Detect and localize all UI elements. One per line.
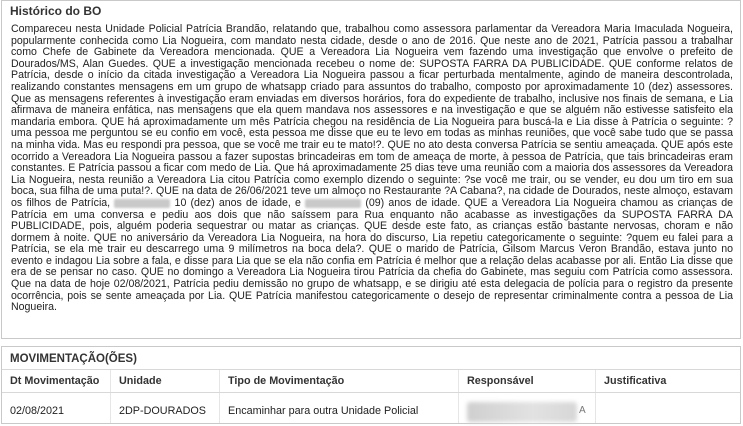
historico-panel	[1, 0, 741, 339]
historico-text-part-3: (09) anos de idade. QUE a Vereadora Lia Nogueira chamou as crianças de Patrícia em uma conversa e pediu aos dois que não saíssem para Rua enquanto não acabasse as investigações da SUPOSTA FARRA DA PUBLICIDADE, pois, alguém poderia sequestrar ou matar as crianças. QUE desde este fato, as crianças estão bastante nervosas, choram e não dormem à noite. QUE no aniversário da Vereadora Lia Nogueira, na hora do discurso, Lia repetiu categoricamente o seguinte: ?quem eu falei para a Patrícia, se ela me trair eu descarrego uma 9 milímetros na boca dela?. QUE o marido de Patrícia, Gilsom Marcus Veron Brandão, estava junto no evento e indagou Lia sobre a fala, e disse para Lia que se ela não confia em Patrícia é melhor que a relação delas acabasse por ali. Então Lia disse que era de se pensar no caso. QUE no domingo a Vereadora Lia Nogueira tirou Patrícia da chefia do Gabinete, mas seguiu com Patrícia como assessora. Que na data de hoje 02/08/2021, Patrícia pediu demissão no grupo de whatsapp, e se dirigiu até esta delegacia de polícia para o registro da presente ocorrência, pois se sente ameaçada por Lia. QUE Patrícia manifestou categoricamente o desejo de representar criminalmente contra a pessoa de Lia Nogueira.	[11, 196, 734, 314]
cell-dt: 02/08/2021	[2, 393, 111, 424]
redacted-name-1	[114, 199, 170, 208]
redacted-name-2	[305, 199, 361, 208]
col-dt-movimentacao: Dt Movimentação	[2, 370, 111, 393]
redacted-responsavel	[467, 402, 577, 422]
table-row	[2, 393, 740, 424]
historico-text-part-2: 10 (dez) anos de idade, e	[174, 196, 301, 209]
cell-justificativa	[596, 393, 741, 424]
cell-tipo: Encaminhar para outra Unidade Policial	[220, 393, 459, 424]
movimentacoes-panel	[1, 346, 741, 424]
col-unidade: Unidade	[111, 370, 220, 393]
historico-text-part-1: Compareceu nesta Unidade Policial Patrícia Brandão, relatando que, trabalhou como assessora parlamentar da Vereadora Maria Imaculada Nogueira, popularmente conhecida como Lia Nogueira, com mandato nesta cidade, desde o ano de 2016. Que neste ano de 2021, Patrícia passou a trabalhar como Chefe de Gabinete da Vereadora mencionada. QUE a Vereadora Lia Nogueira vem fazendo uma investigação que envolve o prefeito de Dourados/MS, Alan Guedes. QUE a investigação mencionada recebeu o nome de: SUPOSTA FARRA DA PUBLICIDADE. QUE conforme relatos de Patrícia, desde o início da citada investigação a Vereadora Lia Nogueira passou a ficar perturbada mentalmente, agindo de maneira descontrolada, realizando constantes mensagens em um grupo de whatsapp criado para assuntos do trabalho, composto por aproximadamente 10 (dez) assessores. Que as mensagens referentes à investigação eram enviadas em diversos horários, fora do expediente de trabalho, inclusive nos finais de semana, e Lia afirmava de maneira enfática, nas mensagens que ela quem mandava nos assessores e na investigação e que se alguém não estivesse satisfeito ela mandaria embora. QUE há aproximadamente um mês Patrícia chegou na residência de Lia Nogueira para buscá-la e Lia disse à Patrícia o seguinte: ?uma pessoa me perguntou se eu confio em você, esta pessoa me disse que eu te levo em todas as minhas reuniões, que você sabe tudo que se passa na minha vida. Mas eu respondi pra pessoa, que se você me trair eu te mato!?. QUE no ato desta conversa Patrícia se sentiu ameaçada. QUE após este ocorrido a Vereadora Lia Nogueira passou a fazer supostas brincadeiras em tom de ameaça de morte, à pessoa de Patrícia, que tais brincadeiras eram constantes. E Patrícia passou a ficar com medo de Lia. Que há aproximadamente 25 dias teve uma reunião com a maioria dos assessores da Vereadora Lia Nogueira, nesta reunião a Vereadora Lia citou Patrícia como exemplo dizendo o seguinte: ?se você me trair, ou se vender, eu dou um tiro em sua boca, sua filha de uma puta!?. QUE na data de 26/06/2021 teve um almoço no Restaurante ?A Cabana?, na cidade de Dourados, neste almoço, estavam os filhos de Patrícia,	[11, 23, 733, 209]
movimentacoes-table	[2, 370, 740, 423]
historico-text	[2, 24, 740, 314]
cell-unidade: 2DP-DOURADOS	[111, 393, 220, 424]
table-header-row	[2, 370, 740, 393]
col-responsavel: Responsável	[459, 370, 596, 393]
movimentacoes-title: MOVIMENTAÇÃO(ÕES)	[2, 347, 740, 370]
col-justificativa: Justificativa	[596, 370, 741, 393]
historico-title: Histórico do BO	[10, 4, 102, 18]
responsavel-trailing: A	[579, 405, 586, 416]
cell-responsavel	[459, 393, 596, 424]
col-tipo-movimentacao: Tipo de Movimentação	[220, 370, 459, 393]
